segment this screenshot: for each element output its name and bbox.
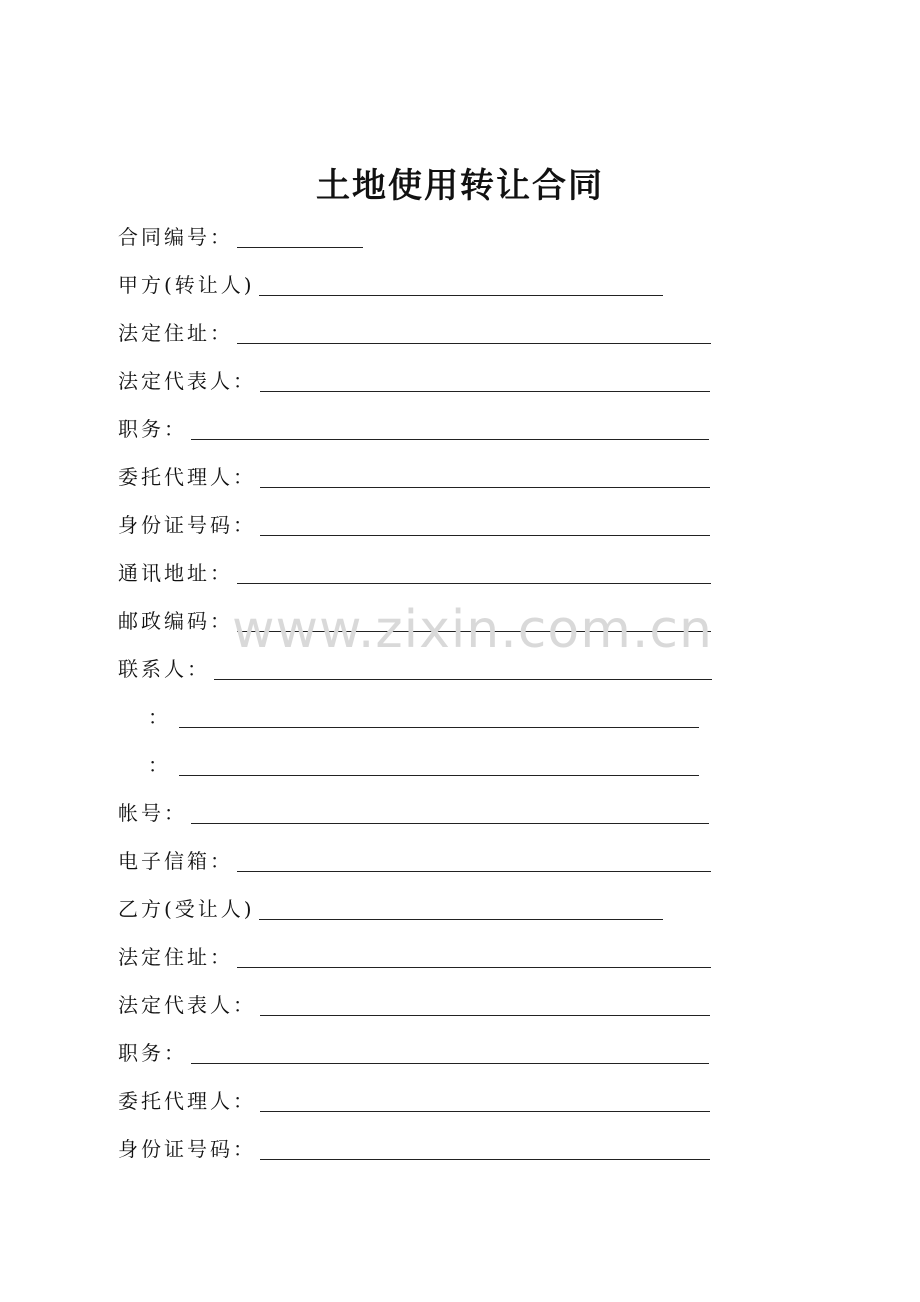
field-contract-number	[118, 222, 363, 252]
field-label: 法定代表人：	[118, 993, 256, 1017]
blank-line	[237, 582, 711, 584]
blank-line	[237, 870, 711, 872]
field-party-a-account	[118, 798, 709, 828]
blank-line	[260, 534, 710, 536]
field-party-a-id-number	[118, 510, 710, 540]
field-label: 合同编号：	[118, 225, 233, 249]
blank-line	[237, 966, 711, 968]
field-label: 职务：	[118, 417, 187, 441]
field-label: 委托代理人：	[118, 1089, 256, 1113]
field-party-a-agent	[118, 462, 710, 492]
field-party-a-unlabeled-1	[148, 702, 699, 732]
field-party-a-position	[118, 414, 709, 444]
blank-line	[260, 1158, 710, 1160]
field-party-b-legal-representative	[118, 990, 710, 1020]
field-party-b-id-number	[118, 1134, 710, 1164]
blank-line	[179, 774, 699, 776]
blank-line	[191, 1062, 709, 1064]
field-party-a-address	[118, 318, 711, 348]
blank-line	[237, 246, 363, 248]
field-party-a-email	[118, 846, 711, 876]
field-label: 电子信箱：	[118, 849, 233, 873]
watermark-text: www.zixin.com.cn	[232, 600, 713, 660]
field-label: 帐号：	[118, 801, 187, 825]
blank-line	[260, 1110, 710, 1112]
field-label: ：	[148, 753, 171, 777]
field-party-a-legal-representative	[118, 366, 710, 396]
field-label: 法定住址：	[118, 321, 233, 345]
field-party-a-postcode	[118, 606, 711, 636]
field-label: ：	[148, 705, 171, 729]
blank-line	[260, 390, 710, 392]
blank-line	[259, 918, 663, 920]
field-label: 联系人：	[118, 657, 210, 681]
blank-line	[259, 294, 663, 296]
blank-line	[260, 1014, 710, 1016]
field-label: 法定住址：	[118, 945, 233, 969]
blank-line	[237, 630, 711, 632]
blank-line	[260, 486, 710, 488]
field-party-a-mailing-address	[118, 558, 711, 588]
field-label: 身份证号码：	[118, 1137, 256, 1161]
field-party-b-agent	[118, 1086, 710, 1116]
field-party-a-contact	[118, 654, 712, 684]
field-label: 委托代理人：	[118, 465, 256, 489]
field-party-b-address	[118, 942, 711, 972]
document-title: 土地使用转让合同	[316, 166, 604, 206]
blank-line	[191, 438, 709, 440]
blank-line	[191, 822, 709, 824]
blank-line	[237, 342, 711, 344]
field-label: 通讯地址：	[118, 561, 233, 585]
field-label: 身份证号码：	[118, 513, 256, 537]
field-party-b	[118, 894, 663, 924]
field-party-b-position	[118, 1038, 709, 1068]
field-label: 乙方(受让人)	[118, 897, 255, 921]
field-party-a-unlabeled-2	[148, 750, 699, 780]
field-label: 职务：	[118, 1041, 187, 1065]
blank-line	[179, 726, 699, 728]
field-label: 邮政编码：	[118, 609, 233, 633]
blank-line	[214, 678, 712, 680]
field-label: 法定代表人：	[118, 369, 256, 393]
field-label: 甲方(转让人)	[118, 273, 255, 297]
field-party-a	[118, 270, 663, 300]
